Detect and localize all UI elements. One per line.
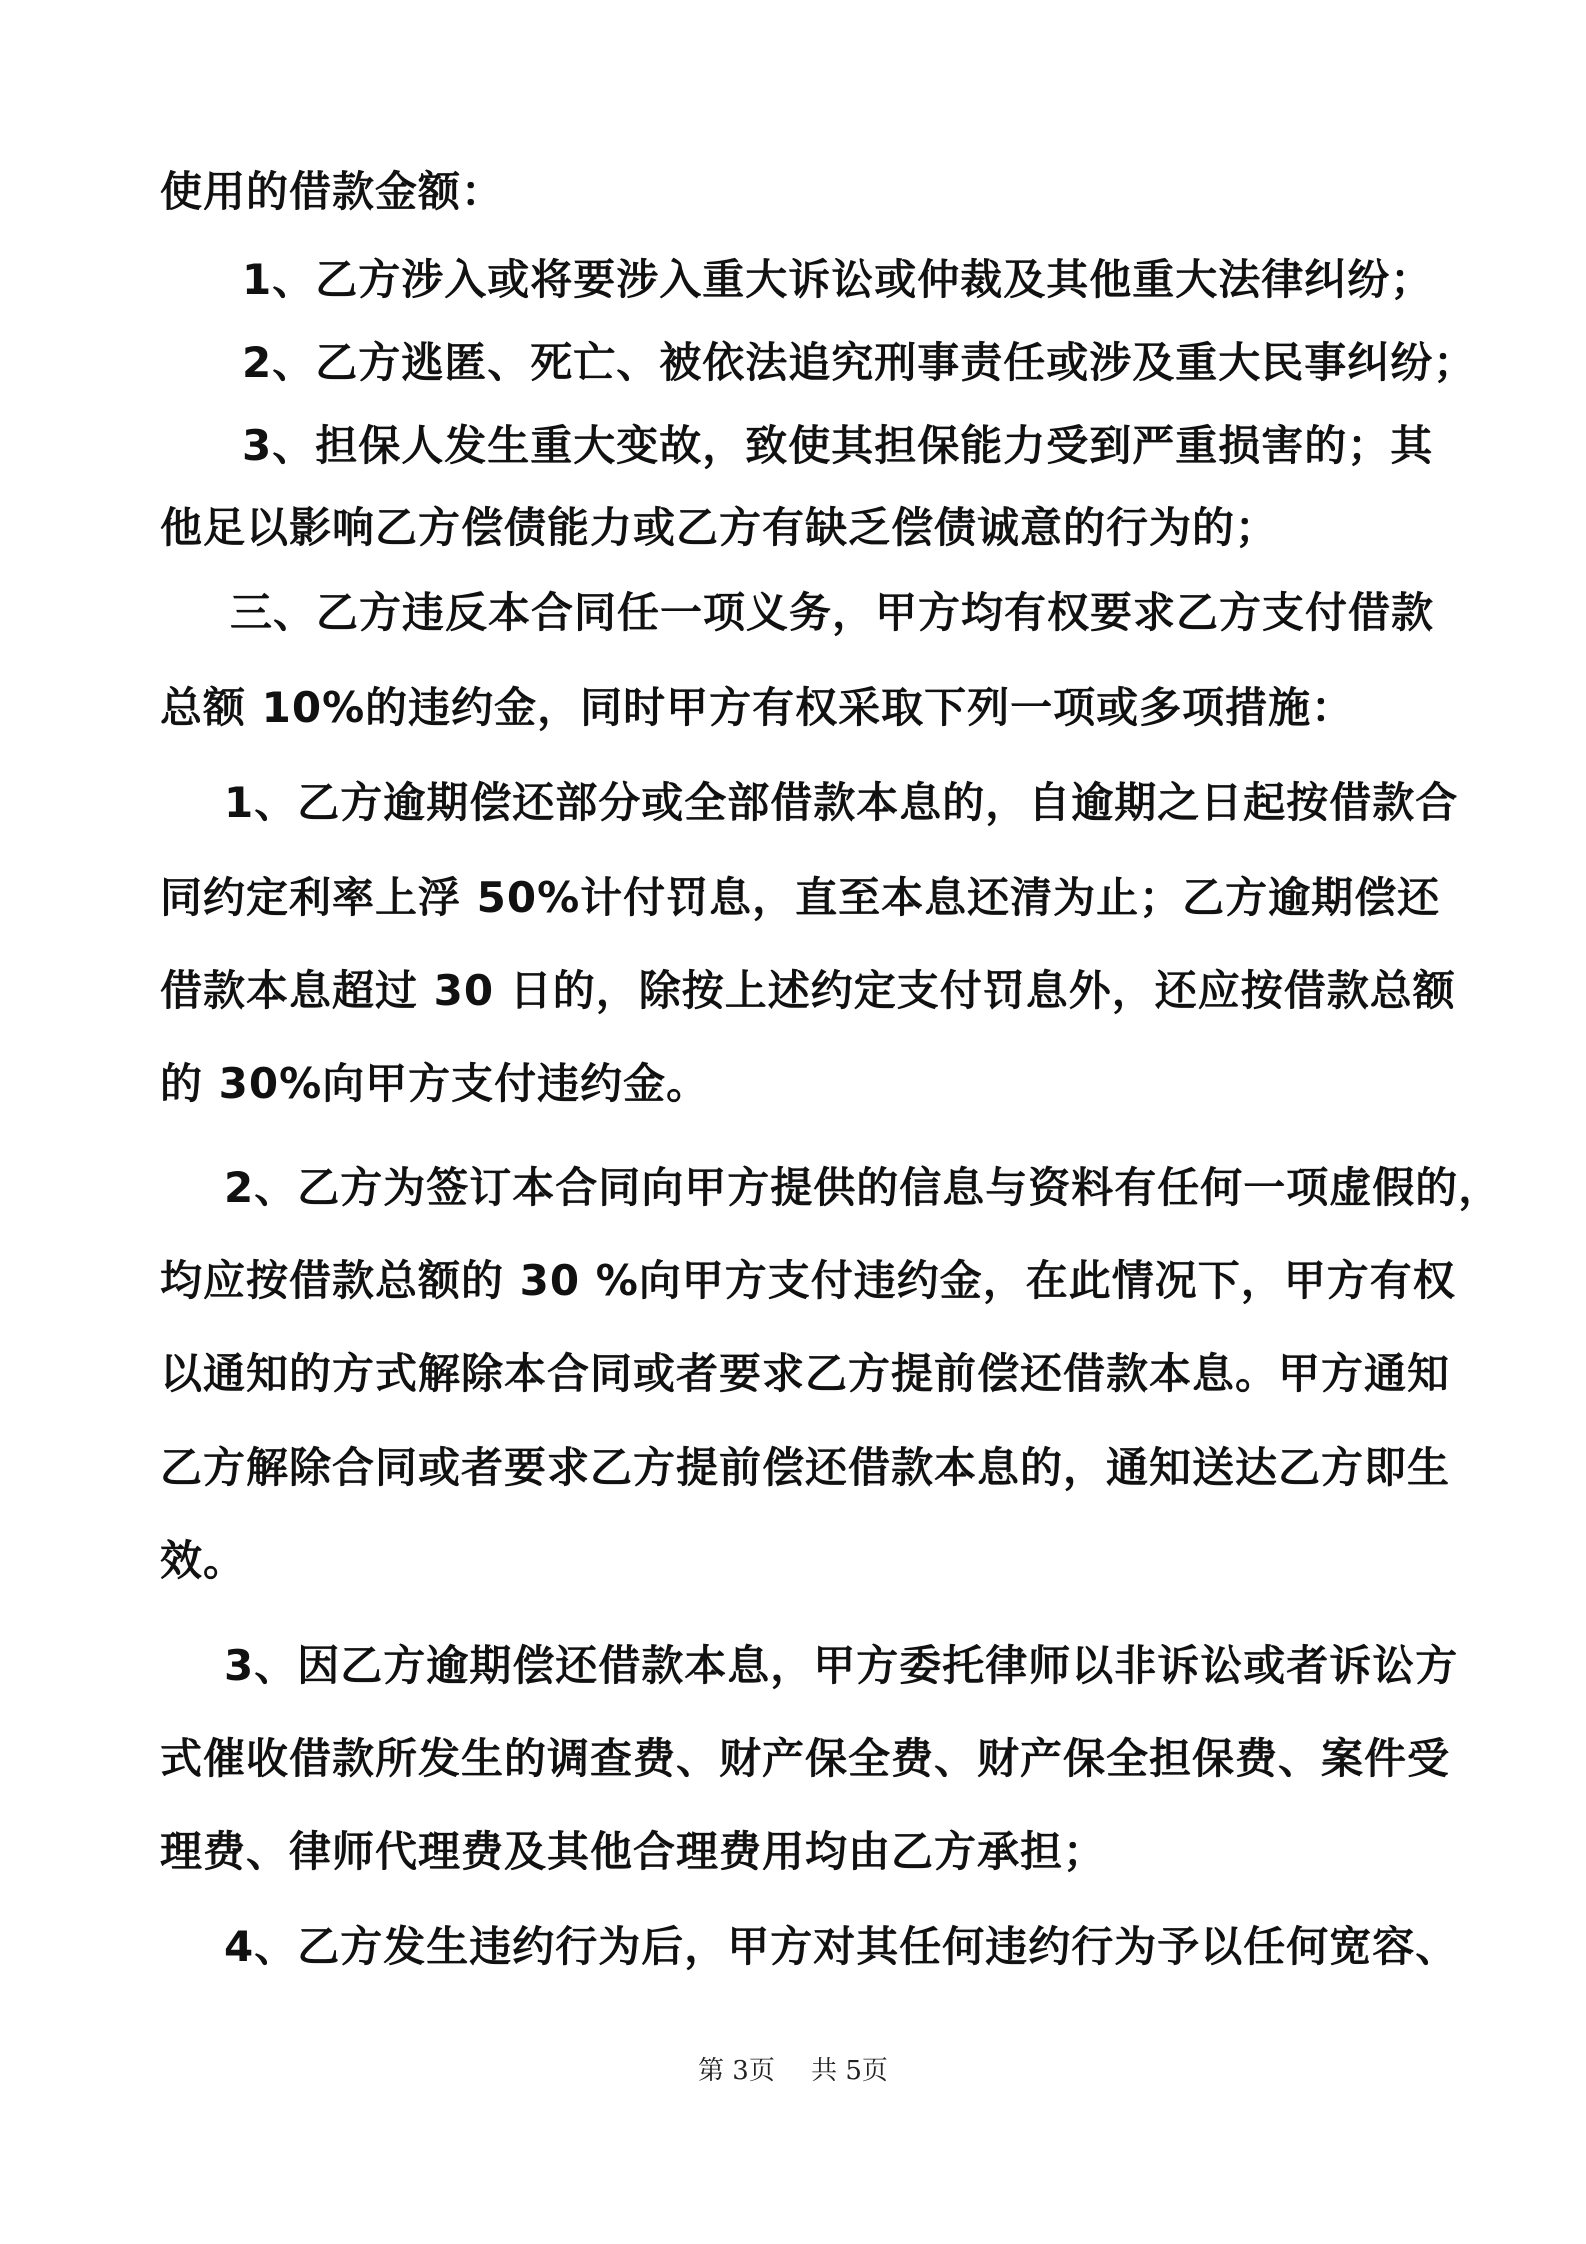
- text-line-11: 的 30%向甲方支付违约金。: [160, 1059, 710, 1108]
- text-line-17: 3、因乙方逾期偿还借款本息，甲方委托律师以非诉讼或者诉讼方: [224, 1641, 1459, 1690]
- text-line-16: 效。: [160, 1536, 247, 1585]
- text-line-19: 理费、律师代理费及其他合理费用均由乙方承担；: [160, 1827, 1107, 1876]
- text-line-10: 借款本息超过 30 日的，除按上述约定支付罚息外，还应按借款总额: [160, 966, 1456, 1015]
- text-line-9: 同约定利率上浮 50%计付罚息，直至本息还清为止；乙方逾期偿还: [160, 873, 1441, 922]
- text-line-15: 乙方解除合同或者要求乙方提前偿还借款本息的，通知送达乙方即生: [160, 1443, 1451, 1492]
- text-line-18: 式催收借款所发生的调查费、财产保全费、财产保全担保费、案件受: [160, 1734, 1451, 1783]
- text-line-4: 3、担保人发生重大变故，致使其担保能力受到严重损害的；其: [242, 421, 1434, 470]
- text-line-12: 2、乙方为签订本合同向甲方提供的信息与资料有任何一项虚假的，: [224, 1163, 1502, 1212]
- text-line-14: 以通知的方式解除本合同或者要求乙方提前偿还借款本息。甲方通知: [160, 1349, 1451, 1398]
- text-line-13: 均应按借款总额的 30 %向甲方支付违约金，在此情况下，甲方有权: [160, 1256, 1456, 1305]
- text-line-6: 三、乙方违反本合同任一项义务，甲方均有权要求乙方支付借款: [230, 588, 1435, 637]
- text-line-2: 1、乙方涉入或将要涉入重大诉讼或仲裁及其他重大法律纠纷；: [242, 255, 1434, 304]
- text-line-5: 他足以影响乙方偿债能力或乙方有缺乏偿债诚意的行为的；: [160, 503, 1279, 552]
- page-number-current: 第 3页: [698, 2056, 775, 2086]
- text-line-1: 使用的借款金额：: [160, 167, 505, 216]
- page-number-total: 共 5页: [811, 2056, 888, 2086]
- text-line-20: 4、乙方发生违约行为后，甲方对其任何违约行为予以任何宽容、: [224, 1922, 1459, 1971]
- page-footer: [0, 2050, 1586, 2087]
- text-line-8: 1、乙方逾期偿还部分或全部借款本息的，自逾期之日起按借款合: [224, 778, 1459, 827]
- text-line-3: 2、乙方逃匿、死亡、被依法追究刑事责任或涉及重大民事纠纷；: [242, 338, 1477, 387]
- text-line-7: 总额 10%的违约金，同时甲方有权采取下列一项或多项措施：: [160, 683, 1355, 732]
